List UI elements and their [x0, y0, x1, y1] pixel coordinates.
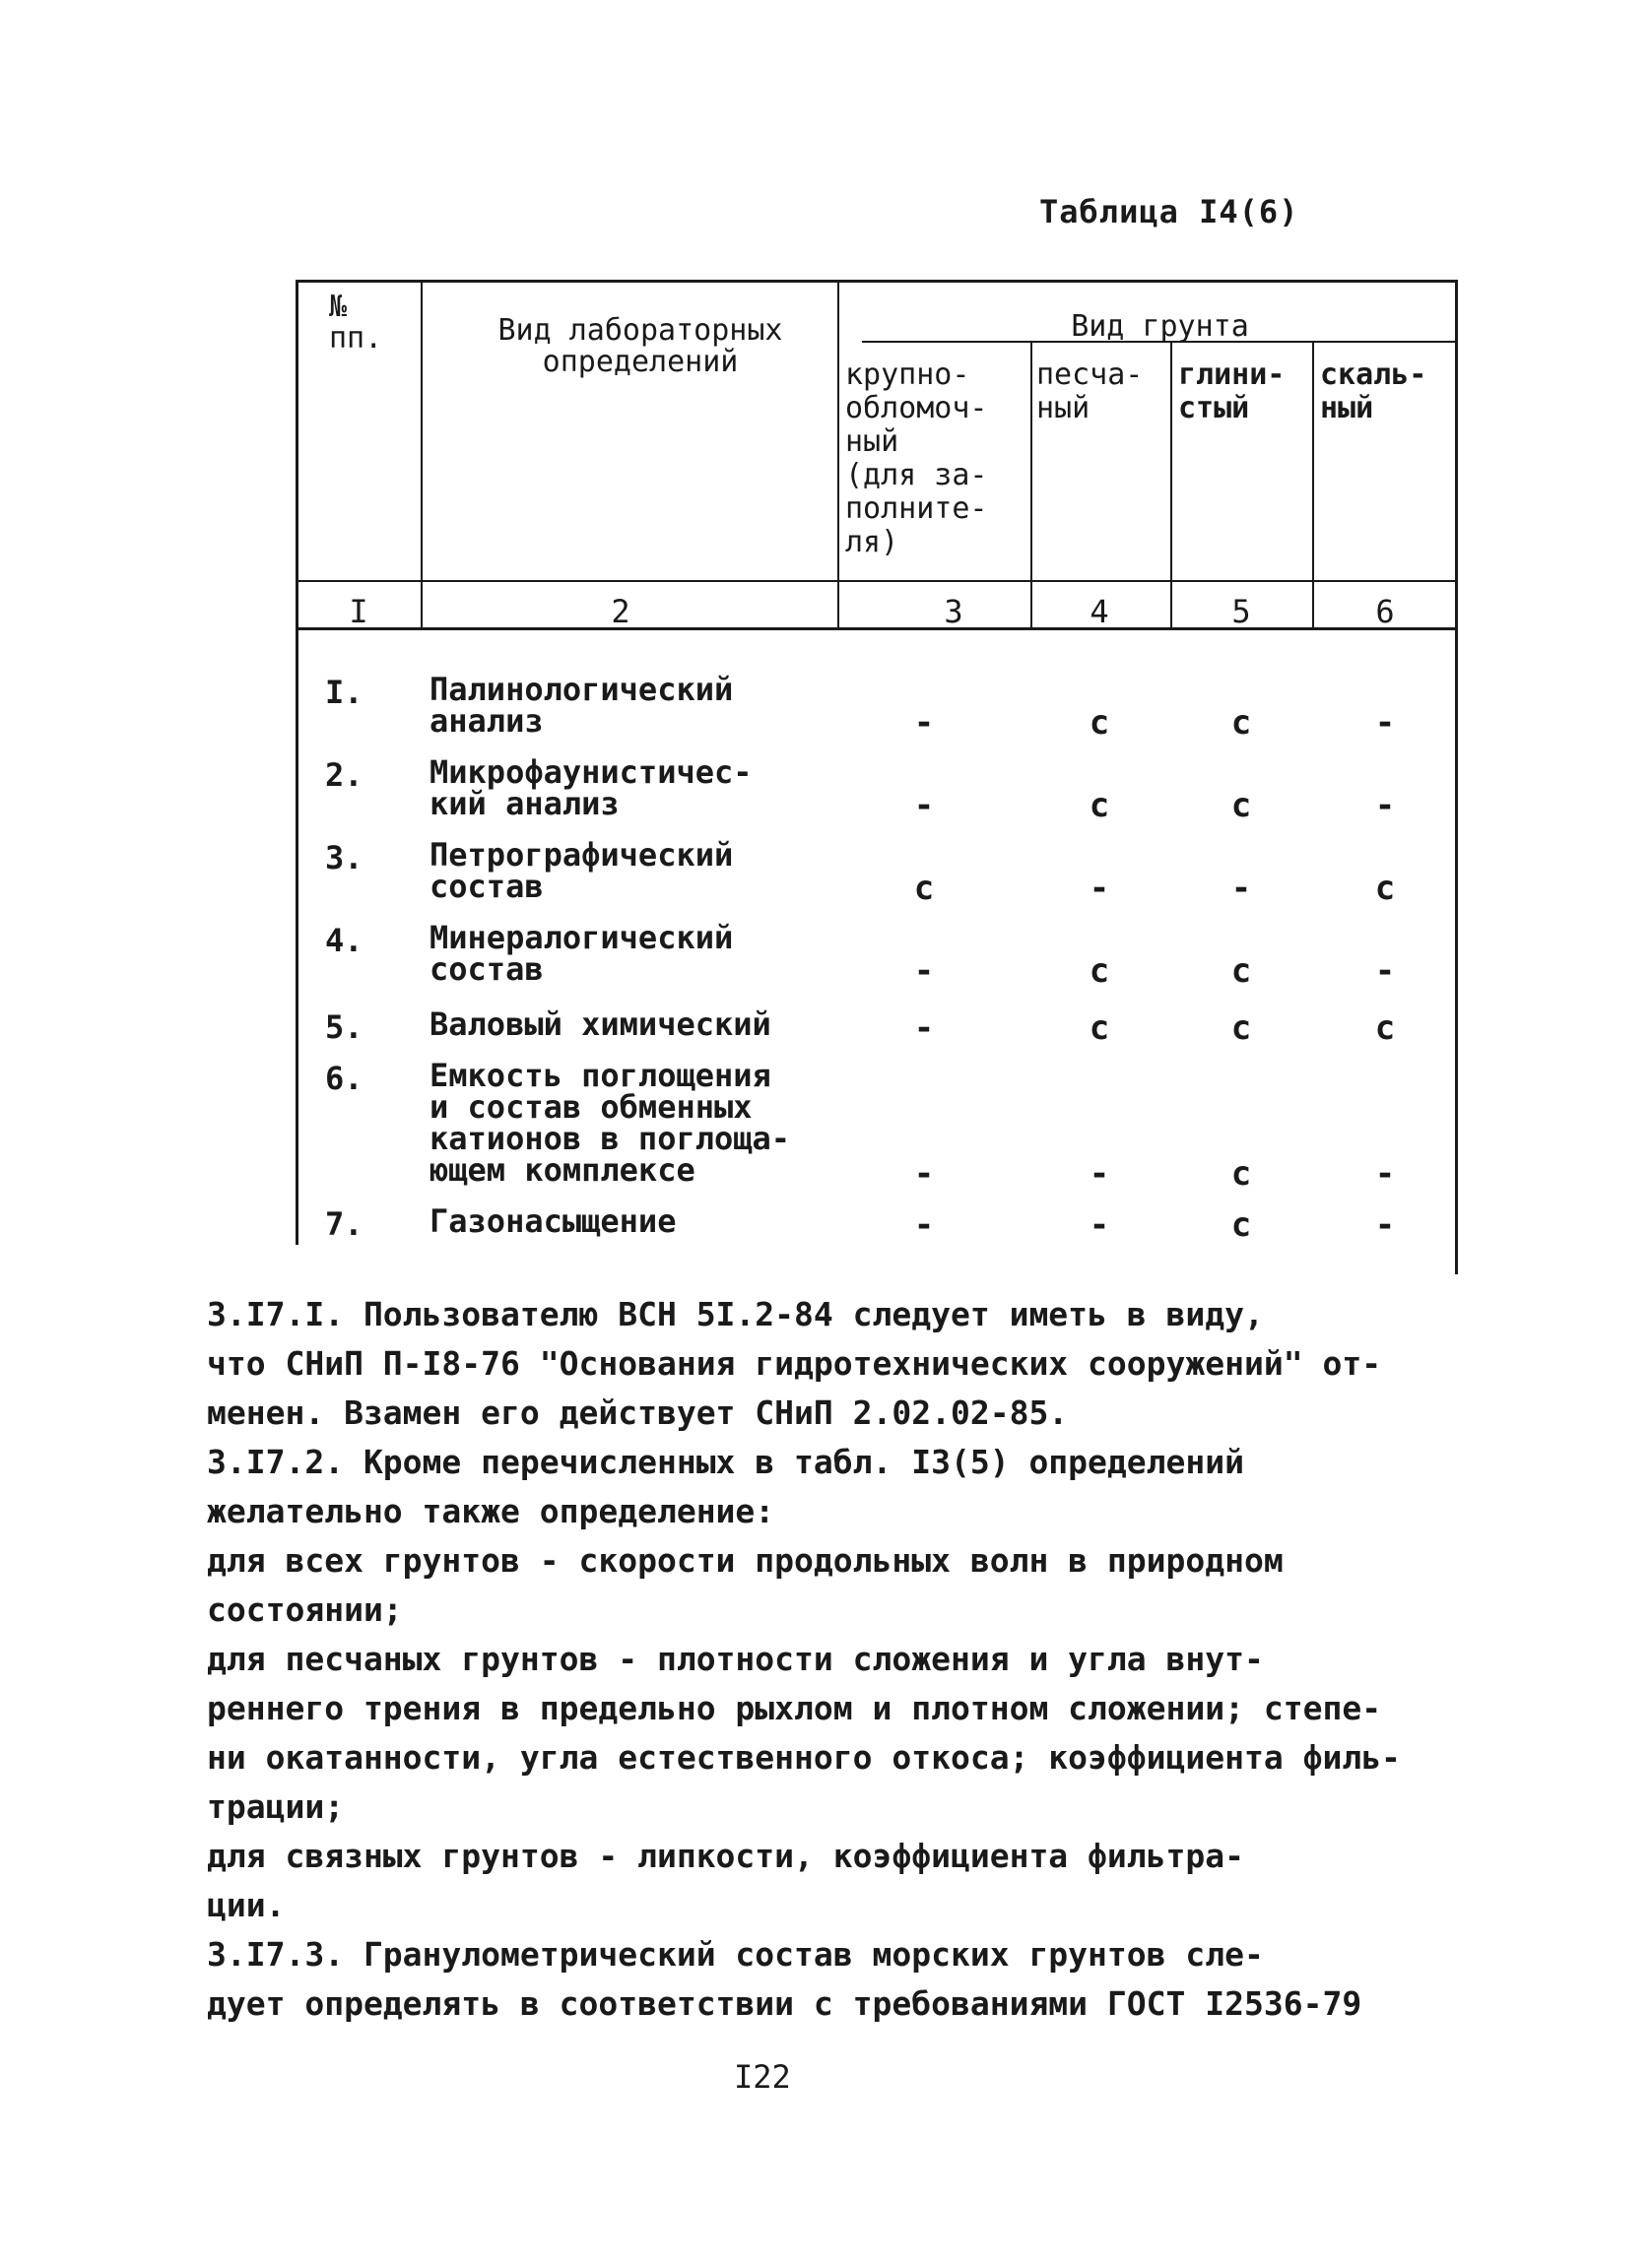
subheader-coarse: крупно- обломоч- ный (для за- полните- ля): [845, 357, 988, 559]
test-name: Валовый химический: [430, 1005, 771, 1043]
cell-coarse: -: [913, 951, 935, 991]
col-number: I: [349, 593, 368, 630]
col-number: 3: [944, 593, 963, 630]
cell-rocky: -: [1374, 951, 1396, 991]
column-numbers-underline: [296, 627, 1458, 630]
cell-rocky: с: [1374, 1008, 1396, 1048]
cell-sandy: с: [1089, 951, 1110, 991]
col-divider-4: [1170, 341, 1172, 629]
row-number: 4.: [325, 922, 363, 959]
cell-coarse: -: [913, 1205, 935, 1245]
row-number: 6.: [325, 1060, 363, 1097]
cell-rocky: с: [1374, 869, 1396, 908]
col-divider-3: [1030, 341, 1032, 629]
subheader-sandy: песча- ный: [1036, 357, 1144, 425]
cell-coarse: -: [913, 703, 935, 743]
cell-coarse: -: [913, 786, 935, 825]
row-number: 3.: [325, 839, 363, 876]
header-test-type: Вид лабораторных определений: [497, 313, 783, 379]
table-left-border: [296, 280, 298, 1245]
row-number: 5.: [325, 1008, 363, 1046]
header-bottom-line: [296, 580, 1458, 582]
col-number: 2: [611, 593, 630, 630]
paragraph: 3.I7.2. Кроме перечисленных в табл. I3(5) определений желательно также определение:: [207, 1443, 1244, 1530]
cell-clayey: с: [1230, 703, 1252, 743]
cell-coarse: -: [913, 1154, 935, 1194]
table-caption: Таблица I4(6): [1039, 193, 1299, 230]
col-divider-5: [1312, 341, 1314, 629]
col-number: 6: [1375, 593, 1395, 630]
page-number: I22: [734, 2058, 791, 2096]
header-num: № пп.: [329, 290, 383, 356]
cell-rocky: -: [1374, 786, 1396, 825]
paragraph: 3.I7.I. Пользователю ВСН 5I.2-84 следует иметь в виду, что СНиП П-I8-76 "Основания гидротехнических сооружений" от- менен. Взамен его действует СНиП 2.02.02-85.: [207, 1295, 1382, 1432]
cell-clayey: с: [1230, 1008, 1252, 1048]
paragraph: для песчаных грунтов - плотности сложения и угла внут- реннего трения в предельно рыхлом и плотном сложении; степе- ни окатанности, угла естественного откоса; коэффициента филь- трации;: [207, 1640, 1401, 1826]
table-right-border: [1455, 280, 1458, 1274]
cell-clayey: -: [1230, 869, 1252, 908]
subheader-clayey: глини- стый: [1178, 357, 1286, 425]
table-top-border: [296, 280, 1458, 283]
test-name: Газонасыщение: [430, 1202, 677, 1240]
cell-coarse: с: [913, 869, 935, 908]
col-number: 5: [1231, 593, 1251, 630]
header-soil-type: Вид грунта: [1071, 309, 1249, 344]
test-name: Палинологический анализ: [430, 671, 734, 740]
subheader-rocky: скаль- ный: [1320, 357, 1427, 425]
row-number: 7.: [325, 1205, 363, 1243]
cell-rocky: -: [1374, 703, 1396, 743]
cell-rocky: -: [1374, 1154, 1396, 1194]
row-number: 2.: [325, 756, 363, 794]
test-name: Микрофаунистичес- кий анализ: [430, 753, 753, 822]
cell-sandy: с: [1089, 786, 1110, 825]
test-name: Петрографический состав: [430, 836, 734, 905]
col-divider-1: [421, 280, 423, 629]
cell-clayey: с: [1230, 1154, 1252, 1194]
cell-sandy: с: [1089, 703, 1110, 743]
cell-sandy: -: [1089, 1205, 1110, 1245]
cell-sandy: с: [1089, 1008, 1110, 1048]
cell-sandy: -: [1089, 869, 1110, 908]
cell-clayey: с: [1230, 786, 1252, 825]
cell-rocky: -: [1374, 1205, 1396, 1245]
cell-clayey: с: [1230, 951, 1252, 991]
paragraph: 3.I7.3. Гранулометрический состав морских грунтов сле- дует определять в соответствии с требованиями ГОСТ I2536-79: [207, 1935, 1362, 2023]
paragraph: для связных грунтов - липкости, коэффициента фильтра- ции.: [207, 1837, 1244, 1924]
col-divider-2: [837, 280, 839, 629]
col-number: 4: [1090, 593, 1109, 630]
cell-clayey: с: [1230, 1205, 1252, 1245]
test-name: Емкость поглощения и состав обменных катионов в поглоща- ющем комплексе: [430, 1057, 791, 1189]
cell-sandy: -: [1089, 1154, 1110, 1194]
test-name: Минералогический состав: [430, 919, 734, 988]
lab-tests-table: [296, 280, 1458, 1274]
paragraph: для всех грунтов - скорости продольных волн в природном состоянии;: [207, 1541, 1284, 1629]
row-number: I.: [325, 674, 363, 711]
cell-coarse: -: [913, 1008, 935, 1048]
